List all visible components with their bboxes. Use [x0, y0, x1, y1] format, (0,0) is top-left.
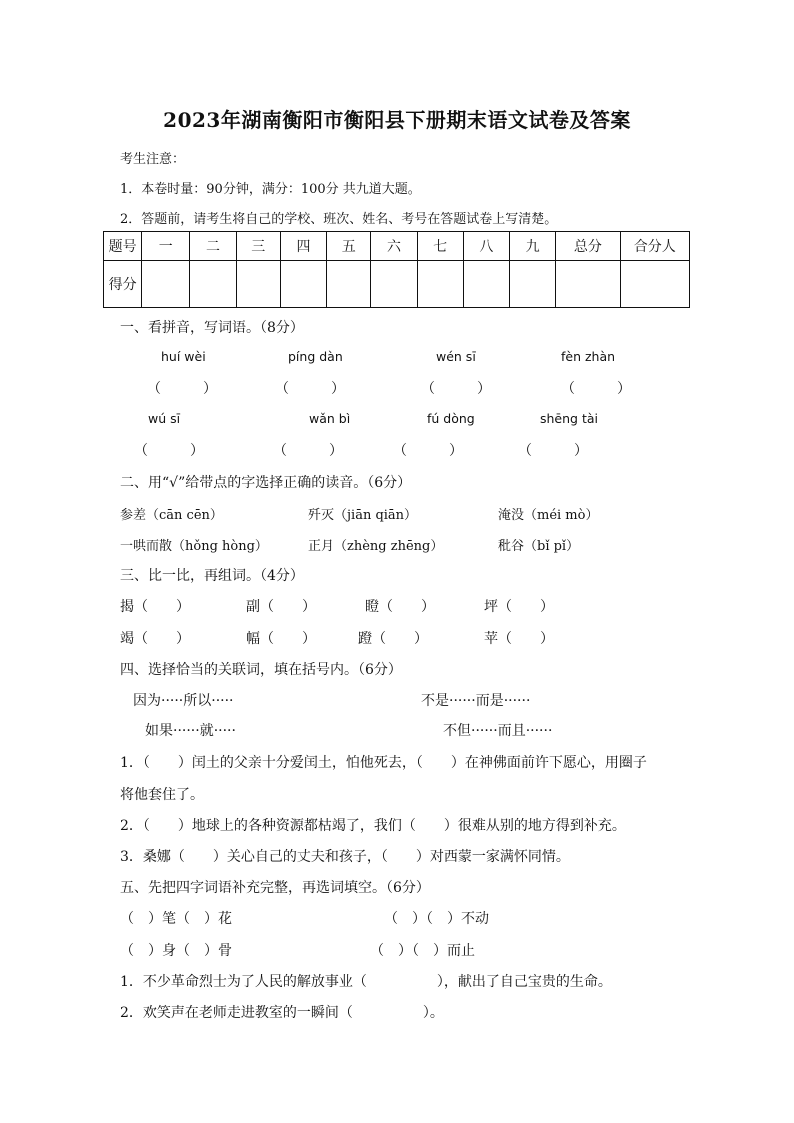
- score-cell: [142, 261, 190, 308]
- column-header: 八: [463, 232, 509, 261]
- answer-blank[interactable]: （ ）: [421, 381, 491, 397]
- pinyin-item: píng dàn: [288, 349, 343, 364]
- q5-sentence-1: 1．不少革命烈士为了人民的解放事业（ ），献出了自己宝贵的生命。: [120, 974, 612, 990]
- column-header: 九: [510, 232, 556, 261]
- pinyin-item: wú sī: [148, 411, 181, 426]
- q3-item: 竭（ ）: [120, 631, 190, 647]
- answer-blank[interactable]: （ ）: [561, 381, 631, 397]
- q4-sentence-1: 1．（ ）闰土的父亲十分爱闰土，怕他死去，（ ）在神佛面前许下愿心，用圈子: [120, 755, 647, 771]
- pinyin-item: fú dòng: [427, 411, 475, 426]
- column-header: 五: [327, 232, 371, 261]
- column-header: 四: [280, 232, 326, 261]
- q5-heading: 五、先把四字词语补充完整，再选词填空。（6分）: [120, 880, 430, 896]
- q3-item: 坪（ ）: [484, 599, 554, 615]
- score-cell: [236, 261, 280, 308]
- column-header: 合分人: [620, 232, 689, 261]
- q3-heading: 三、比一比，再组词。（4分）: [120, 568, 304, 584]
- answer-blank[interactable]: （ ）: [273, 443, 343, 459]
- q3-item: 瞪（ ）: [365, 599, 435, 615]
- idiom-blank: （ ）（ ）而止: [370, 943, 475, 959]
- q2-item: 一哄而散（hǒng hòng）: [120, 539, 268, 554]
- score-table: [103, 231, 690, 308]
- column-header: 三: [236, 232, 280, 261]
- answer-blank[interactable]: （ ）: [393, 443, 463, 459]
- conjunction-option: 如果······就·····: [145, 723, 236, 739]
- idiom-blank: （ ）（ ）不动: [384, 911, 489, 927]
- pinyin-item: fèn zhàn: [561, 349, 616, 364]
- q2-item: 淹没（méi mò）: [498, 508, 599, 523]
- column-header: 总分: [556, 232, 620, 261]
- idiom-blank: （ ）笔（ ）花: [120, 911, 232, 927]
- q2-heading: 二、用“√”给带点的字选择正确的读音。（6分）: [120, 475, 412, 491]
- answer-blank[interactable]: （ ）: [147, 381, 217, 397]
- q4-sentence-1-cont: 将他套住了。: [120, 787, 204, 803]
- pinyin-item: wén sī: [436, 349, 476, 364]
- q2-item: 歼灭（jiān qiān）: [308, 508, 418, 523]
- q4-sentence-3: 3．桑娜（ ）关心自己的丈夫和孩子，（ ）对西蒙一家满怀同情。: [120, 849, 570, 865]
- score-table-header-row: [104, 232, 690, 261]
- score-table-score-row: [104, 261, 690, 308]
- score-cell: [620, 261, 689, 308]
- column-header: 一: [142, 232, 190, 261]
- pinyin-item: huí wèi: [161, 349, 206, 364]
- column-header: 二: [190, 232, 236, 261]
- q4-heading: 四、选择恰当的关联词，填在括号内。（6分）: [120, 662, 402, 678]
- answer-blank[interactable]: （ ）: [134, 443, 204, 459]
- q2-item: 正月（zhèng zhēng）: [308, 539, 444, 554]
- q2-item: 参差（cān cēn）: [120, 508, 223, 523]
- idiom-blank: （ ）身（ ）骨: [120, 943, 232, 959]
- notice-line-1: 1．本卷时量：90分钟，满分：100分 共九道大题。: [120, 182, 421, 197]
- q3-item: 蹬（ ）: [358, 631, 428, 647]
- score-cell: [190, 261, 236, 308]
- score-cell: [556, 261, 620, 308]
- score-cell: [327, 261, 371, 308]
- pinyin-item: wǎn bì: [309, 411, 351, 426]
- score-cell: [510, 261, 556, 308]
- q3-item: 苹（ ）: [484, 631, 554, 647]
- row-label-question: 题号: [104, 232, 142, 261]
- q2-item: 秕谷（bǐ pǐ）: [498, 539, 580, 554]
- score-cell: [371, 261, 417, 308]
- answer-blank[interactable]: （ ）: [275, 381, 345, 397]
- q5-sentence-2: 2．欢笑声在老师走进教室的一瞬间（ ）。: [120, 1005, 444, 1021]
- q3-item: 揭（ ）: [120, 599, 190, 615]
- q3-item: 副（ ）: [246, 599, 316, 615]
- row-label-score: 得分: [104, 261, 142, 308]
- column-header: 六: [371, 232, 417, 261]
- conjunction-option: 不是······而是······: [421, 693, 531, 709]
- q1-heading: 一、看拼音，写词语。（8分）: [120, 320, 304, 336]
- answer-blank[interactable]: （ ）: [518, 443, 588, 459]
- notice-heading: 考生注意：: [120, 152, 186, 167]
- score-cell: [280, 261, 326, 308]
- q3-item: 幅（ ）: [246, 631, 316, 647]
- conjunction-option: 不但······而且······: [443, 723, 553, 739]
- pinyin-item: shēng tài: [540, 411, 598, 426]
- score-cell: [417, 261, 463, 308]
- notice-line-2: 2．答题前，请考生将自己的学校、班次、姓名、考号在答题试卷上写清楚。: [120, 212, 558, 227]
- conjunction-option: 因为·····所以·····: [133, 693, 234, 709]
- column-header: 七: [417, 232, 463, 261]
- score-cell: [463, 261, 509, 308]
- q4-sentence-2: 2．（ ）地球上的各种资源都枯竭了，我们（ ）很难从别的地方得到补充。: [120, 818, 626, 834]
- page-title: 2023年湖南衡阳市衡阳县下册期末语文试卷及答案: [163, 108, 631, 132]
